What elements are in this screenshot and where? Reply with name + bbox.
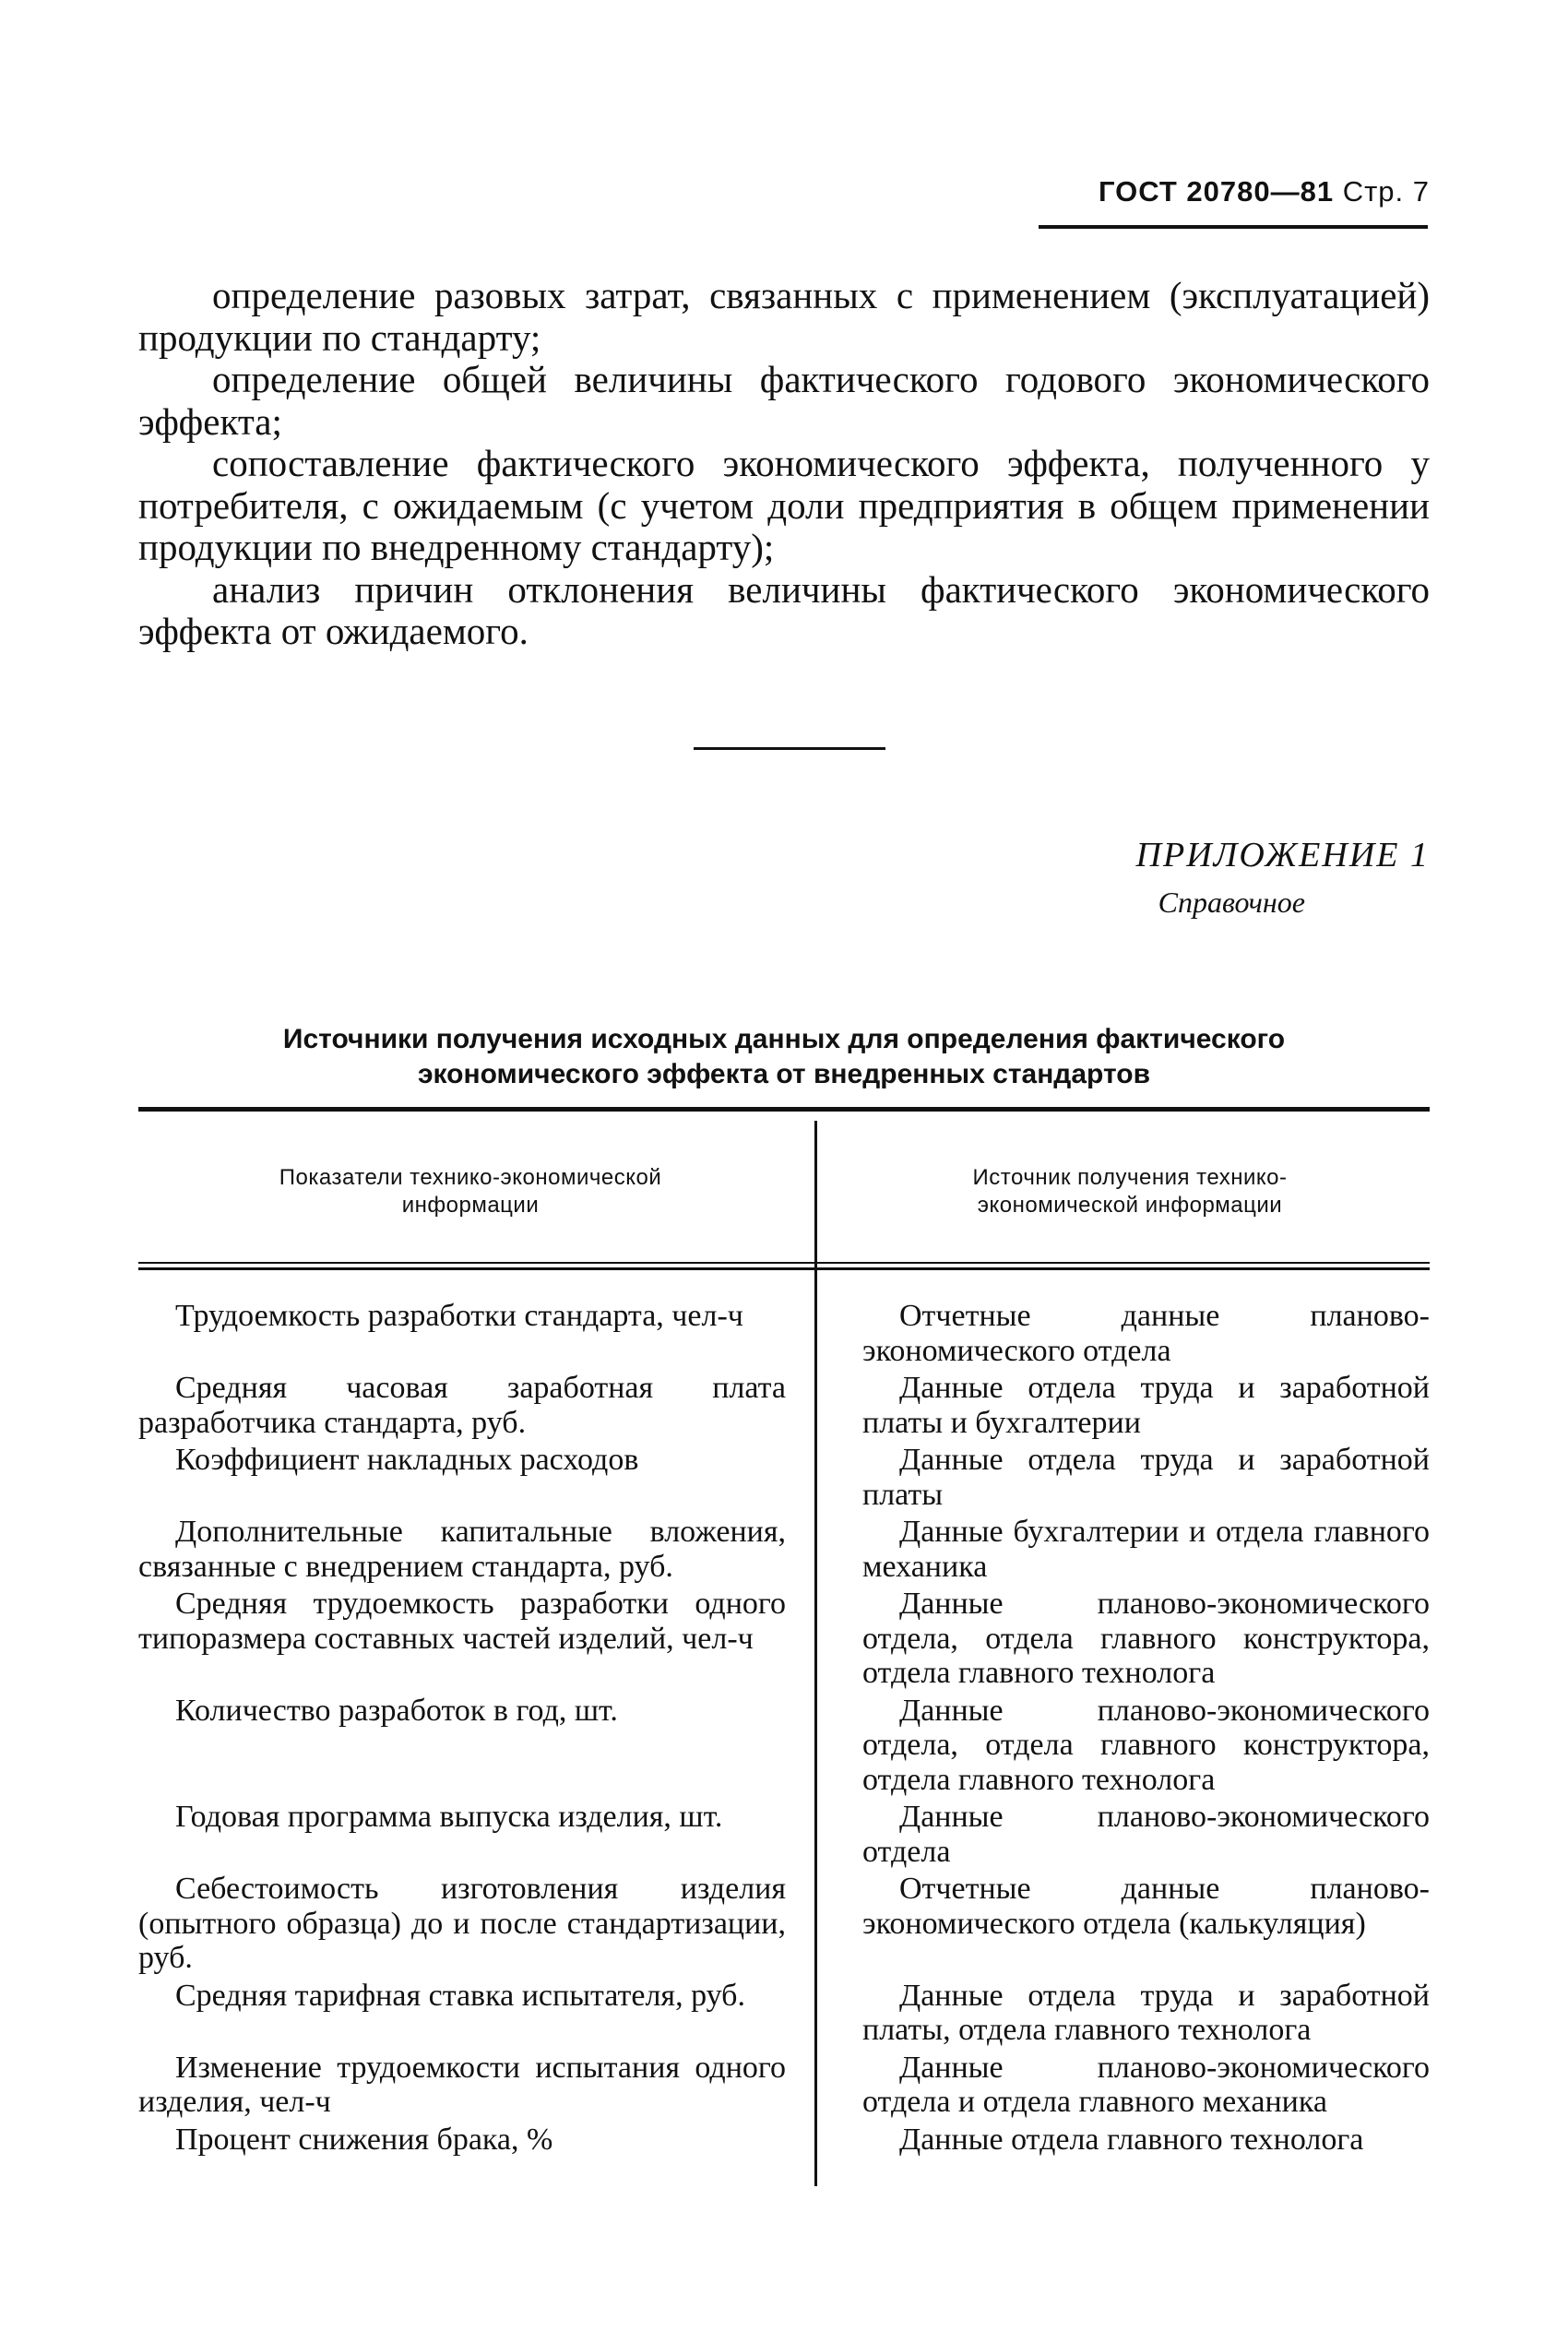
indicator-cell: Трудоемкость разработки стандарта, чел-ч [175, 1299, 743, 1333]
table-title-line: экономического эффекта от внедренных стандартов [417, 1059, 1151, 1089]
appendix-title: ПРИЛОЖЕНИЕ 1 [1135, 836, 1430, 874]
table-header-indicators [138, 1164, 802, 1219]
table-row [138, 1872, 1430, 1976]
source-cell: Отчетные данные планово-экономического отдела [862, 1299, 1430, 1368]
intro-paragraph: сопоставление фактического экономического эффекта, полученного у потребителя, с ожидаемым (с учетом доли предприятия в общем применении продукции по внедренному стандарту); [138, 442, 1430, 568]
table-header-sources [830, 1164, 1430, 1219]
page-header [1033, 173, 1430, 210]
intro-paragraph: определение разовых затрат, связанных с применением (эксплуатацией) продукции по стандарту; [138, 274, 1430, 359]
page-number: Стр. 7 [1342, 175, 1430, 208]
indicator-cell: Средняя тарифная ставка испытателя, руб. [175, 1978, 745, 2013]
table-row [138, 2051, 1430, 2120]
indicator-cell: Средняя трудоемкость разработки одного типоразмера составных частей изделий, чел-ч [138, 1587, 786, 1656]
indicator-cell: Процент снижения брака, % [175, 2122, 553, 2157]
header-text: Источник получения технико- [972, 1165, 1288, 1190]
table-row [138, 1371, 1430, 1440]
source-cell: Данные отдела главного технолога [899, 2122, 1364, 2157]
table-top-rule [138, 1107, 1430, 1112]
header-text: информации [401, 1193, 540, 1218]
table-row [138, 1694, 1430, 1798]
table-row [138, 1515, 1430, 1584]
table-row [138, 1800, 1430, 1869]
header-text: экономической информации [977, 1193, 1283, 1218]
table-header-rule [138, 1267, 1430, 1270]
source-cell: Данные планово-экономического отдела, отдела главного конструктора, отдела главного технолога [862, 1693, 1430, 1797]
indicator-cell: Дополнительные капитальные вложения, связанные с внедрением стандарта, руб. [138, 1515, 786, 1584]
intro-paragraph: определение общей величины фактического годового экономического эффекта; [138, 358, 1430, 443]
source-cell: Отчетные данные планово-экономического отдела (калькуляция) [862, 1872, 1430, 1941]
header-text: Показатели технико-экономической [279, 1165, 662, 1190]
source-cell: Данные планово-экономического отдела, отдела главного конструктора, отдела главного технолога [862, 1587, 1430, 1690]
table-row [138, 2123, 1430, 2158]
table-row [138, 1587, 1430, 1691]
source-cell: Данные отдела труда и заработной платы и бухгалтерии [862, 1371, 1430, 1440]
section-divider [694, 747, 885, 750]
source-cell: Данные планово-экономического отдела [862, 1800, 1430, 1869]
standard-number: ГОСТ 20780—81 [1098, 175, 1335, 208]
indicator-cell: Годовая программа выпуска изделия, шт. [175, 1800, 723, 1834]
indicator-cell: Изменение трудоемкости испытания одного изделия, чел-ч [138, 2050, 786, 2119]
indicator-cell: Коэффициент накладных расходов [175, 1443, 639, 1477]
source-cell: Данные отдела труда и заработной платы [862, 1443, 1430, 1512]
table-row [138, 1299, 1430, 1368]
table-row [138, 1443, 1430, 1512]
intro-text [138, 275, 1430, 653]
appendix-note: Справочное [1158, 886, 1305, 919]
source-cell: Данные планово-экономического отдела и отдела главного механика [862, 2050, 1430, 2119]
header-rule [1039, 225, 1428, 229]
table-header-rule [138, 1262, 1430, 1264]
indicator-cell: Средняя часовая заработная плата разработчика стандарта, руб. [138, 1371, 786, 1440]
source-cell: Данные бухгалтерии и отдела главного механика [862, 1515, 1430, 1584]
indicator-cell: Количество разработок в год, шт. [175, 1693, 618, 1728]
source-cell: Данные отдела труда и заработной платы, отдела главного технолога [862, 1978, 1430, 2047]
table-title-line: Источники получения исходных данных для определения фактического [282, 1024, 1286, 1054]
table-title [138, 1022, 1430, 1092]
intro-paragraph: анализ причин отклонения величины фактического экономического эффекта от ожидаемого. [138, 567, 1430, 652]
table-body [138, 1299, 1430, 2159]
indicator-cell: Себестоимость изготовления изделия (опытного образца) до и после стандартизации, руб. [138, 1872, 786, 1975]
table-row [138, 1979, 1430, 2048]
